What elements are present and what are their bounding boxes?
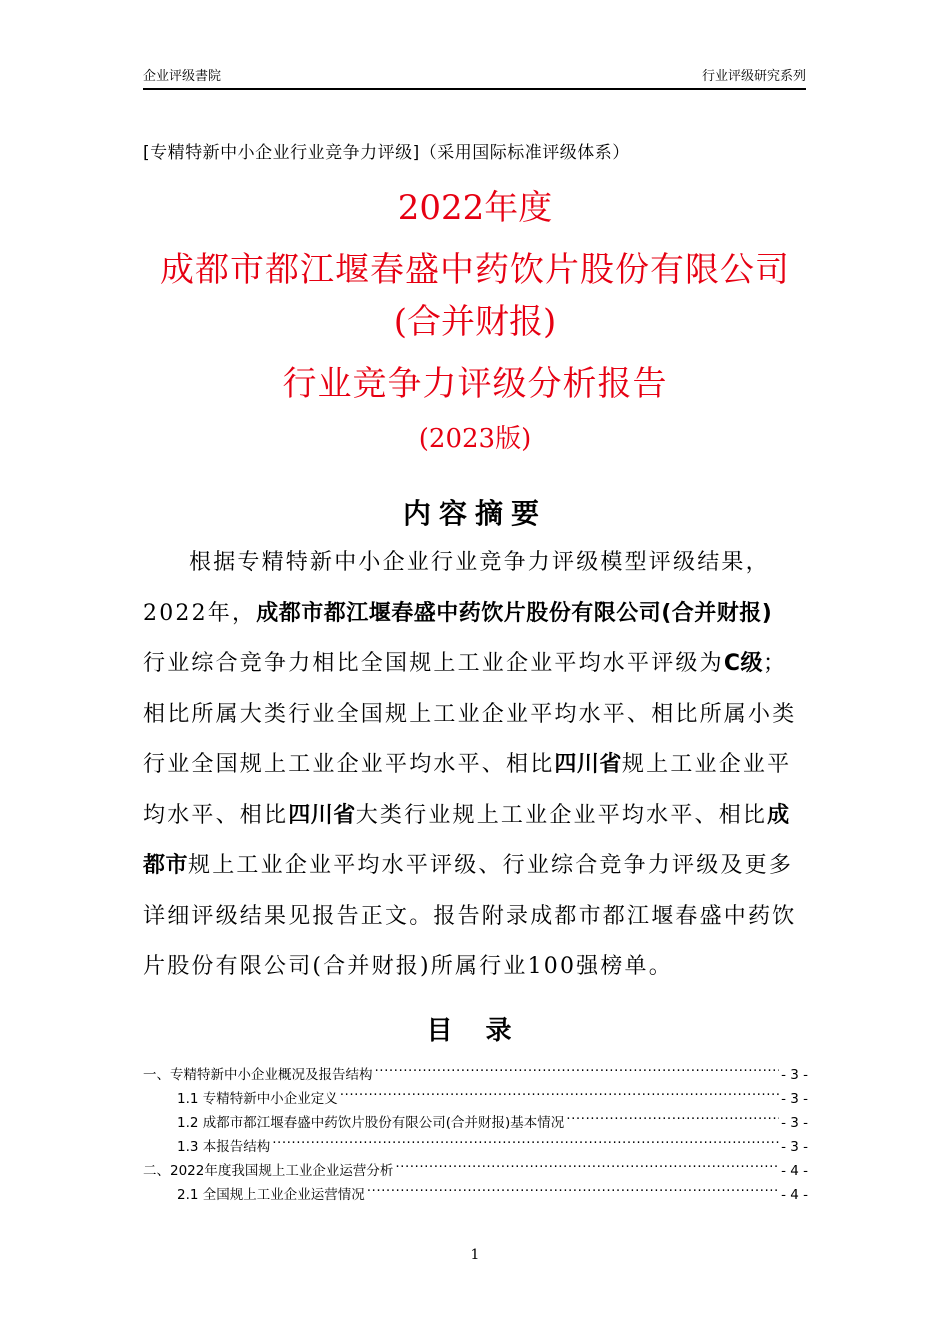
- toc-leader-dots: [272, 1127, 779, 1151]
- toc-entry-label: 2.1 全国规上工业企业运营情况: [177, 1187, 365, 1203]
- header-series: 行业评级研究系列: [701, 69, 806, 84]
- page-number: 1: [470, 1247, 480, 1263]
- abstract-text: 规上工业企业平: [621, 752, 792, 777]
- toc-entry-page: - 3 -: [781, 1139, 808, 1155]
- abstract-text: 规上工业企业平均水平评级、行业综合竞争力评级及更多: [188, 853, 794, 878]
- toc-leader-dots: [367, 1175, 779, 1199]
- toc-leader-dots: [340, 1079, 779, 1103]
- abstract-line: [143, 841, 808, 892]
- abstract-line: [143, 740, 808, 791]
- abstract-emphasis: C级: [723, 651, 763, 676]
- abstract-text: 行业全国规上工业企业平均水平、相比: [143, 752, 555, 777]
- abstract-line: [143, 791, 808, 842]
- title-company: 成都市都江堰春盛中药饮片股份有限公司: [160, 250, 790, 290]
- toc-entry-page: - 3 -: [781, 1067, 808, 1083]
- series-label: [专精特新中小企业行业竞争力评级]（采用国际标准评级体系）: [143, 143, 630, 163]
- table-of-contents: [143, 1055, 808, 1203]
- abstract-text: 详细评级结果见报告正文。报告附录成都市都江堰春盛中药饮: [143, 903, 797, 929]
- abstract-emphasis: 四川省: [554, 752, 622, 777]
- toc-entry-page: - 3 -: [781, 1115, 808, 1131]
- title-edition: (2023版): [418, 424, 532, 454]
- abstract-line: [143, 639, 808, 690]
- abstract-text: 大类行业规上工业企业平均水平、相比: [355, 802, 768, 828]
- abstract-body: [143, 538, 808, 993]
- abstract-line: [143, 538, 808, 589]
- abstract-emphasis: 都市: [143, 853, 189, 878]
- abstract-line: [143, 690, 808, 741]
- toc-heading: 目 录: [426, 1016, 524, 1046]
- abstract-text: 根据专精特新中小企业行业竞争力评级模型评级结果，: [189, 550, 770, 575]
- toc-entry-label: 一、专精特新中小企业概况及报告结构: [143, 1067, 373, 1083]
- title-year: 2022年度: [397, 188, 553, 228]
- title-consolidated: (合并财报): [393, 302, 557, 342]
- abstract-text: 行业综合竞争力相比全国规上工业企业平均水平评级为: [143, 651, 724, 676]
- abstract-line: [143, 589, 808, 640]
- toc-entry-label: 1.2 成都市都江堰春盛中药饮片股份有限公司(合并财报)基本情况: [177, 1115, 565, 1131]
- header-publisher: 企业评级書院: [143, 69, 222, 84]
- toc-leader-dots: [375, 1055, 780, 1079]
- page-header: [143, 66, 806, 90]
- abstract-text: 片股份有限公司(合并财报)所属行业100强榜单。: [143, 954, 673, 979]
- abstract-emphasis: 成都市都江堰春盛中药饮片股份有限公司(合并财报): [256, 600, 773, 626]
- toc-entry-label: 1.3 本报告结构: [177, 1139, 271, 1155]
- abstract-text: ；: [762, 651, 788, 676]
- abstract-text: 2022年，: [143, 600, 257, 626]
- toc-leader-dots: [395, 1151, 779, 1175]
- abstract-heading: 内容摘要: [402, 497, 547, 530]
- toc-entry-page: - 4 -: [781, 1163, 808, 1179]
- toc-entry-page: - 4 -: [781, 1187, 808, 1203]
- toc-entry-page: - 3 -: [781, 1091, 808, 1107]
- toc-entry[interactable]: [143, 1055, 808, 1083]
- abstract-text: 均水平、相比: [143, 802, 289, 828]
- toc-leader-dots: [566, 1103, 779, 1127]
- title-report: 行业竞争力评级分析报告: [282, 364, 668, 404]
- toc-entry-label: 二、2022年度我国规上工业企业运营分析: [143, 1163, 394, 1179]
- abstract-emphasis: 四川省: [288, 802, 356, 828]
- abstract-line: [143, 942, 808, 993]
- abstract-line: [143, 892, 808, 943]
- abstract-emphasis: 成: [767, 802, 790, 828]
- abstract-text: 相比所属大类行业全国规上工业企业平均水平、相比所属小类: [143, 701, 797, 727]
- toc-entry-label: 1.1 专精特新中小企业定义: [177, 1091, 338, 1107]
